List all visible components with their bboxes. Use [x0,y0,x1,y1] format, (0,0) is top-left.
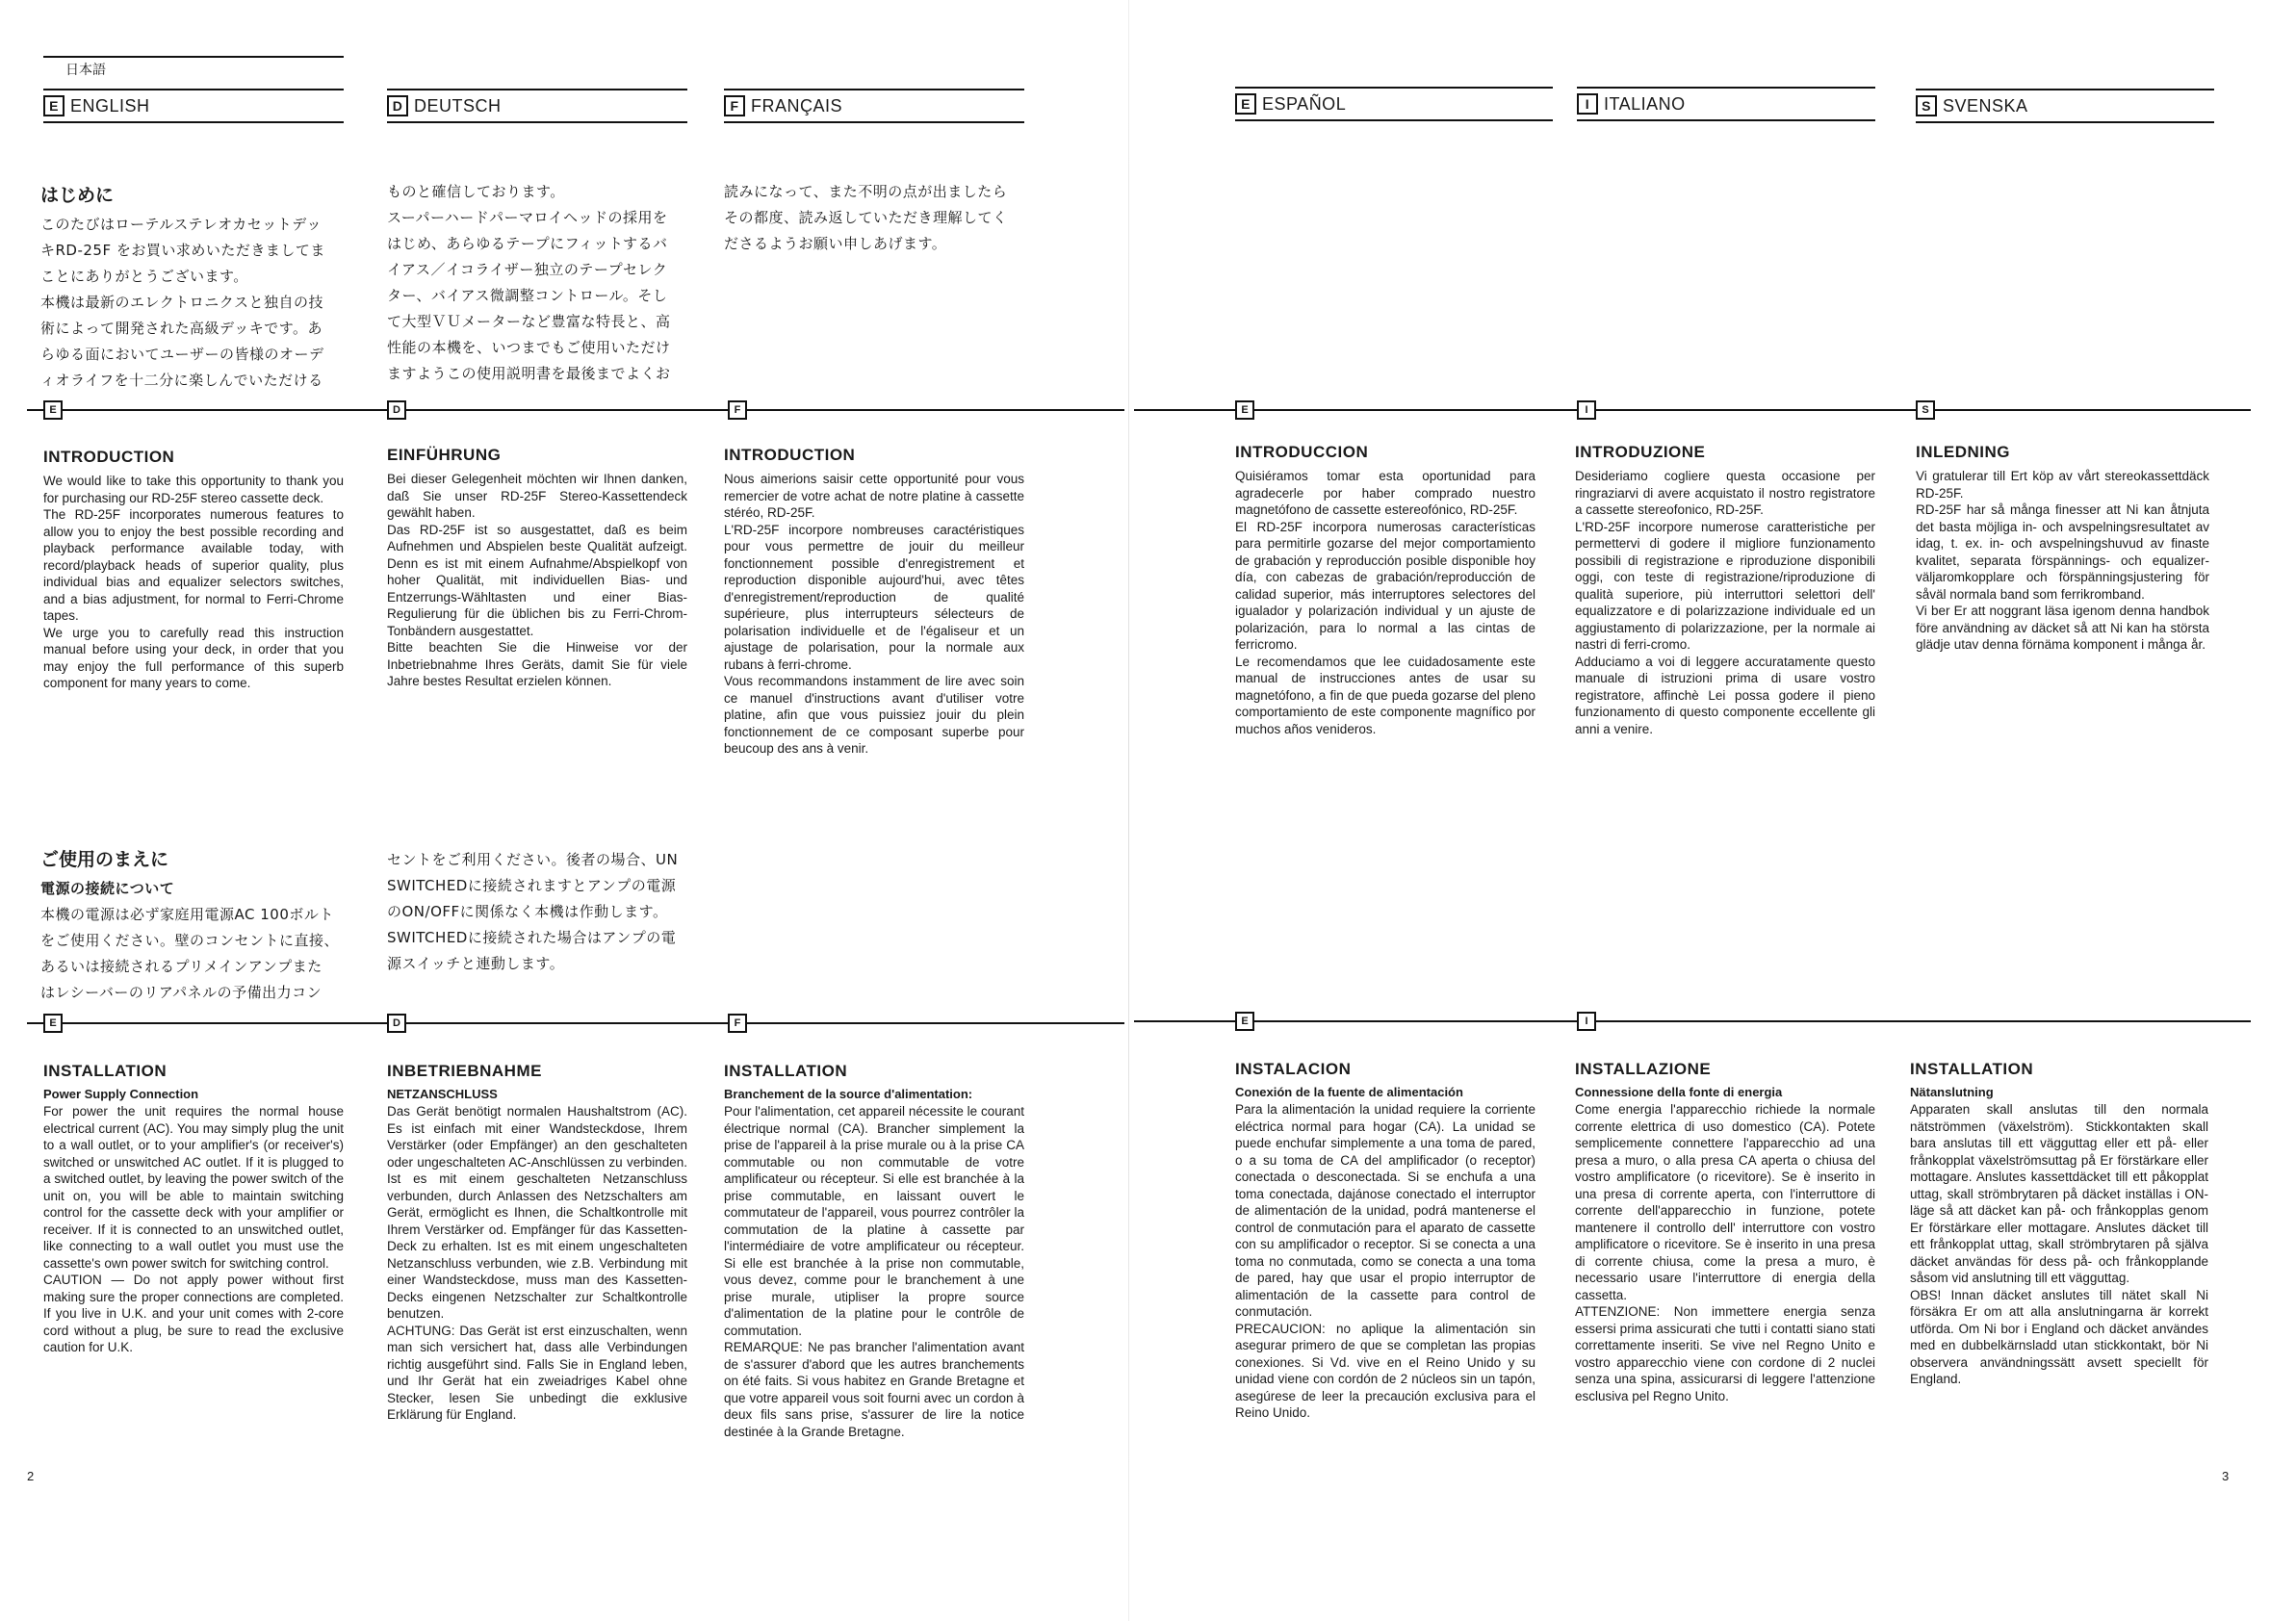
section-subtitle: Branchement de la source d'alimentation: [724,1087,973,1101]
jp-intro-col3 [724,179,1042,257]
separator-2-right [1134,1020,2251,1022]
jp-intro-col2 [387,179,705,387]
install-es [1235,1060,1535,1422]
intro-en [43,448,344,692]
page-number-right: 3 [2222,1469,2230,1483]
badge-icon: I [1577,93,1598,115]
section-subtitle: Nätanslutning [1910,1085,1994,1099]
section-text: Apparaten skall anslutas till den normala nätströmmen (växelström). Stickkontakten skall bara anslutas till ett vägguttag eller ett på- eller frånkopplat växelströmsuttag på Er förstärkare eller mottagare. Anslutes kassettdäcket till ett påkopplat uttag, skall strömbrytaren på däcket inställas i ON-läge så att däcket kan på- och frånkopplas genom Er förstärkare eller mottagare. Anslutes däcket till ett frånkopplat uttag, skall strömbrytaren på själva däcket användas för dess på- och frånkopplande såsom vid anslutning till ett vägguttag. OBS! Innan däcket anslutes till nätet skall Ni försäkra Er om att alla anslutningarna är korrekt utförda. Om Ni bor i England och däcket användes med en dubbelkärnsladd utan stickkontakt, bör Ni observera användningssätt avsett speciellt för England. [1910,1102,2208,1386]
separator-1-right [1134,409,2251,411]
japanese-label: 日本語 [65,63,106,78]
section-subtitle: Power Supply Connection [43,1087,199,1101]
marker-icon: F [728,400,747,420]
jp-install-title: ご使用のまえに [40,849,169,870]
lang-label: ENGLISH [70,95,150,116]
marker-icon: F [728,1014,747,1033]
lang-label: SVENSKA [1943,95,2028,116]
lang-label: FRANÇAIS [751,95,843,116]
section-text: Das Gerät benötigt normalen Haushaltstrom (AC). Es ist einfach mit einer Wandsteckdose, Ihrem Verstärker (oder Empfänger) an den geschalteten oder ungeschalteten AC-Anschlüssen zu verbinden. Ist es mit einem geschalteten Netzanschluss verbunden, durch Anlassen des Netzschalters am Gerät, ermöglicht es Ihnen, die Schaltkontrolle mit Ihrem Verstärker od. Empfänger für das Kassetten-Deck zu erhalten. Ist es mit einem ungeschalteten Netzanschluss verbunden, wie z.B. Verbindung mit einer Wandsteckdose, muss man des Kassetten-Decks eingenen Netzschalter zur Schaltkontrolle benutzen. ACHTUNG: Das Gerät ist erst einzuschalten, wenn man sich versichert hat, dass alle Verbindungen richtig ausgeführt sind. Falls Sie in England leben, und Ihr Gerät hat ein zweiadriges Kabel ohne Stecker, lesen Sie unbedingt die exklusive Erklärung für England. [387,1104,687,1422]
section-text: Bei dieser Gelegenheit möchten wir Ihnen danken, daß Sie unser RD-25F Stereo-Kassettendeck gewählt haben. Das RD-25F ist so ausgestattet, daß es beim Aufnehmen und Abspielen beste Qualität aufzeigt. Denn es ist mit einem Aufnahme/Abspielkopf von hoher Qualität, mit individuellen Bias- und Entzerrungs-Wähltasten und einer Bias-Regulierung für die üblichen bis zu Ferri-Chrom-Tonbändern ausgestattet. Bitte beachten Sie die Hinweise vor der Inbetriebnahme Ihres Geräts, damit Sie für viele Jahre bestes Resultat erzielen können. [387,472,687,688]
section-title: EINFÜHRUNG [387,446,502,464]
section-text: Come energia l'apparecchio richiede la normale corrente elettrica di uso domestico (CA). Potete semplicemente connettere l'apparecchio ad una presa a muro, o alla presa CA aperta o chiusa del vostro amplificatore (o ricevitore). Se è inserito in una presa di corrente aperta, con l'interruttore di corrente dell'apparecchio in funzione, potete mantenere il controllo dell' interruttore con vostro amplificatore o ricevitore. Se è inserito in una presa di corrente chiusa, come la presa a muro, è necessario usare l'interruttore di energia della cassetta. ATTENZIONE: Non immettere energia senza essersi prima assicurati che tutti i contatti siano stati correttamente inseriti. Se vive nel Regno Unito e vostro apparecchio viene con cordone di 2 nuclei senza una spina, assicurarsi di leggere l'attenzione esclusiva pel Regno Unito. [1575,1102,1875,1403]
marker-icon: D [387,1014,406,1033]
install-en [43,1062,344,1356]
section-title: INTRODUZIONE [1575,443,1706,461]
section-title: INSTALLAZIONE [1575,1060,1712,1078]
section-title: INSTALLATION [1910,1060,2034,1078]
section-text: We would like to take this opportunity to thank you for purchasing our RD-25F stereo cassette deck. The RD-25F incorporates numerous features to allow you to enjoy the best possible recording and playback performance available today, with record/playback heads of superior quality, plus individual bias and equalizer selectors switches, and a bias adjustment, for normal to Ferri-Chrome tapes. We urge you to carefully read this instruction manual before using your deck, in order that you may enjoy the full performance of this superb component for many years to come. [43,474,344,690]
section-title: INSTALLATION [43,1062,168,1080]
intro-sv [1916,443,2209,654]
section-text: Pour l'alimentation, cet appareil nécessite le courant électrique normal (CA). Brancher simplement la prise de l'appareil à la prise murale ou à la prise CA commutable ou non commutable de votre amplificateur ou récepteur. Si elle est branchée à la prise commutable, en laissant ouvert le commutateur de l'appareil, vous pourrez contrôler la commutation de la platine à cassette par l'intermédiaire de votre amplificateur ou récepteur. Si elle est branchée à la prise non commutable, vous devez, comme pour le branchement à une prise murale, utipliser la propre source d'alimentation de la platine pour le contrôle de commutation. REMARQUE: Ne pas brancher l'alimentation avant de s'assurer d'abord que les autres branchements on été faits. Si vous habitez en Grande Bretagne et que votre appareil vous soit fourni avec un cordon à deux fils sans prise, s'assurer de lire la notice destinée à la Grande Bretagne. [724,1104,1024,1439]
header-italiano [1577,87,1875,121]
intro-de [387,446,687,690]
badge-icon: E [1235,93,1256,115]
top-rule [43,56,344,58]
jp-intro-text: ものと確信しております。 スーパーハードパーマロイヘッドの採用を はじめ、あらゆるテープにフィットするバ イアス／イコライザー独立のテープセレク ター、バイアス微調整コントロール。そし て大型ＶＵメーターなど豊富な特長と、高 性能の本機を、いつまでもご使用いただけ ますようこの使用説明書を最後までよくお [387,183,671,382]
section-text: Para la alimentación la unidad requiere la corriente eléctrica normal para hogar (CA). La unidad se puede enchufar simplemente a una toma de pared, o a su toma de CA del amplificador (o receptor) conectada o desconectada. Si se enchufa a una toma conectada, dajánose conectado el interruptor de alimentación de la unidad, podrá mantenerse el control de conmutación para el aparato de cassette con su amplificador o receptor. Si se conecta a una toma no conmutada, como se conecta a una toma de pared, hay que usar el propio interruptor de alimentación de la cassette para control de conmutación. PRECAUCION: no aplique la alimentación sin asegurar primero de que se completan las propias conexiones. Si Vd. vive en el Reino Unido y su unidad viene con cordón de 2 núcleos sin un tapón, asegúrese de leer la precaución exclusiva para el Reino Unido. [1235,1102,1535,1420]
section-text: Vi gratulerar till Ert köp av vårt stereokassettdäck RD-25F. RD-25F har så många finesser att Ni kan åtnjuta det basta möjliga in- och avspelningsresultatet av idag, t. ex. in- och avspelningshuvud av finaste kvalitet, separata förspännings- och equalizer-väljaromkopplare och förspänningsjustering för såväl normala band som ferrikromband. Vi ber Er att noggrant läsa igenom denna handbok före användning av däcket så att Ni kan ha största glädje utav denna förnämа komponent i många år. [1916,469,2209,652]
badge-icon: D [387,95,408,116]
header-english [43,89,344,123]
jp-install-col1 [40,843,358,1006]
header-deutsch [387,89,687,123]
badge-icon: E [43,95,64,116]
section-title: INTRODUCCION [1235,443,1369,461]
section-text: Quisiéramos tomar esta oportunidad para agradecerle por haber comprado nuestro magnetófono de cassette estereofónico, RD-25F. El RD-25F incorpora numerosas características para permitirle gozarse del mejor comportamiento de grabación y reproducción posible disponible hoy día, con cabezas de grabación/reproducción de calidad superior, más interruptores selectores del igualador y polarización individual y un ajuste de polarización, para lo normal a las cintas de ferricromo. Le recomendamos que lee cuidadosamente este manual de instrucciones antes de usar su magnetófono, a fin de que pueda gozarse del pleno comportamiento de este componente magnífico por muchos años venideros. [1235,469,1535,736]
header-francais [724,89,1024,123]
section-text: Desideriamo cogliere questa occasione per ringraziarvi di avere acquistato il nostro registratore a cassette stereofonico, RD-25F. L'RD-25F incorpore numerose caratteristiche per permettervi di godere il migliore funzionamento possibili di registrazione e riproduzione disponibili oggi, con teste di registrazione/riproduzione di qualità superiore, più interruttori selettori dell' equalizzatore e di polarizzazione individuale ed un aggiustamento di polarizzazione, per la normale ai nastri di ferri-cromo. Adduciamo a voi di leggere accuratamente questo manuale di istruzioni prima di usare vostro registratore, affinchè Lei possa godere il pieno funzionamento di questo componente eccellente gli anni a venire. [1575,469,1875,736]
lang-label: ITALIANO [1604,93,1686,114]
jp-intro-col1 [40,179,358,394]
jp-install-text: 本機の電源は必ず家庭用電源AC 100ボルト をご使用ください。壁のコンセントに直接、 あるいは接続されるプリメインアンプまた はレシーバーのリアパネルの予備出力コン [40,906,340,1001]
install-fr [724,1062,1024,1440]
section-subtitle: Conexión de la fuente de alimentación [1235,1085,1463,1099]
marker-icon: E [1235,400,1254,420]
marker-icon: I [1577,1012,1596,1031]
intro-it [1575,443,1875,737]
section-subtitle: NETZANSCHLUSS [387,1087,498,1101]
section-title: INBETRIEBNAHME [387,1062,542,1080]
jp-intro-title: はじめに [40,185,115,206]
section-text: Nous aimerions saisir cette opportunité pour vous remercier de votre achat de notre platine à cassette stéréo, RD-25F. L'RD-25F incorpore nombreuses caractéristiques pour vous permettre de jouir du meilleur fonctionnement possible d'enregistrement et reproduction disponible aujourd'hui, avec têtes d'enregistrement/reproduction de qualité supérieure, plus interrupteurs sélecteurs de polarisation individuelle et de l'égaliseur et un ajustage de polarisation, pour la normale aux rubans à ferri-chrome. Vous recommandons instamment de lire avec soin ce manuel d'instructions avant d'utiliser votre platine, afin que vous puissiez jouir du plein fonctionnement de ce composant superbe pour beucoup des ans à venir. [724,472,1024,756]
jp-install-col2 [387,847,705,977]
marker-icon: I [1577,400,1596,420]
marker-icon: E [43,400,63,420]
header-espanol [1235,87,1553,121]
lang-label: DEUTSCH [414,95,502,116]
jp-install-subtitle: 電源の接続について [40,880,175,897]
intro-fr [724,446,1024,758]
section-title: INTRODUCTION [724,446,856,464]
section-text: For power the unit requires the normal house electrical current (AC). You may simply plug the unit to a wall outlet, or to your amplifier's (or receiver's) switched or unswitched AC outlet. If it is plugged to a switched outlet, by leaving the power switch of the unit on, you will be able to maintain switching control for the cassette deck with your amplifier or receiver. If it is connected to an unswitched outlet, like connecting to a wall outlet you must use the cassette's own power switch for switching control. CAUTION — Do not apply power without first making sure the proper connections are completed. If you live in U.K. and your unit comes with 2-core cord without a plug, be sure to read the exclusive caution for U.K. [43,1104,344,1354]
marker-icon: E [1235,1012,1254,1031]
badge-icon: S [1916,95,1937,116]
section-title: INSTALACION [1235,1060,1352,1078]
section-title: INLEDNING [1916,443,2010,461]
header-svenska [1916,89,2214,123]
page-number-left: 2 [27,1469,35,1483]
intro-es [1235,443,1535,737]
install-sv [1910,1060,2208,1388]
section-subtitle: Connessione della fonte di energia [1575,1085,1783,1099]
separator-1-left [27,409,1124,411]
badge-icon: F [724,95,745,116]
section-title: INSTALLATION [724,1062,848,1080]
jp-intro-text: 読みになって、また不明の点が出ましたら その都度、読み返していただき理解してく ださるようお願い申しあげます。 [724,183,1008,252]
section-title: INTRODUCTION [43,448,175,466]
jp-intro-text: このたびはローテルステレオカセットデッ キRD-25F をお買い求めいただきましてま ことにありがとうございます。 本機は最新のエレクトロニクスと独自の技 術によって開発された高級デッキです。あ らゆる面においてユーザーの皆様のオーデ ィオライフを十二分に楽しんでいただける [40,216,325,389]
lang-label: ESPAÑOL [1262,93,1347,114]
jp-install-text: セントをご利用ください。後者の場合、UN SWITCHEDに接続されますとアンプの電源 のON/OFFに関係なく本機は作動します。 SWITCHEDに接続された場合はアンプの電 源スイッチと連動します。 [387,851,679,972]
install-de [387,1062,687,1424]
separator-2-left [27,1022,1124,1024]
page-fold [1128,0,1129,1621]
marker-icon: E [43,1014,63,1033]
install-it [1575,1060,1875,1404]
marker-icon: D [387,400,406,420]
marker-icon: S [1916,400,1935,420]
